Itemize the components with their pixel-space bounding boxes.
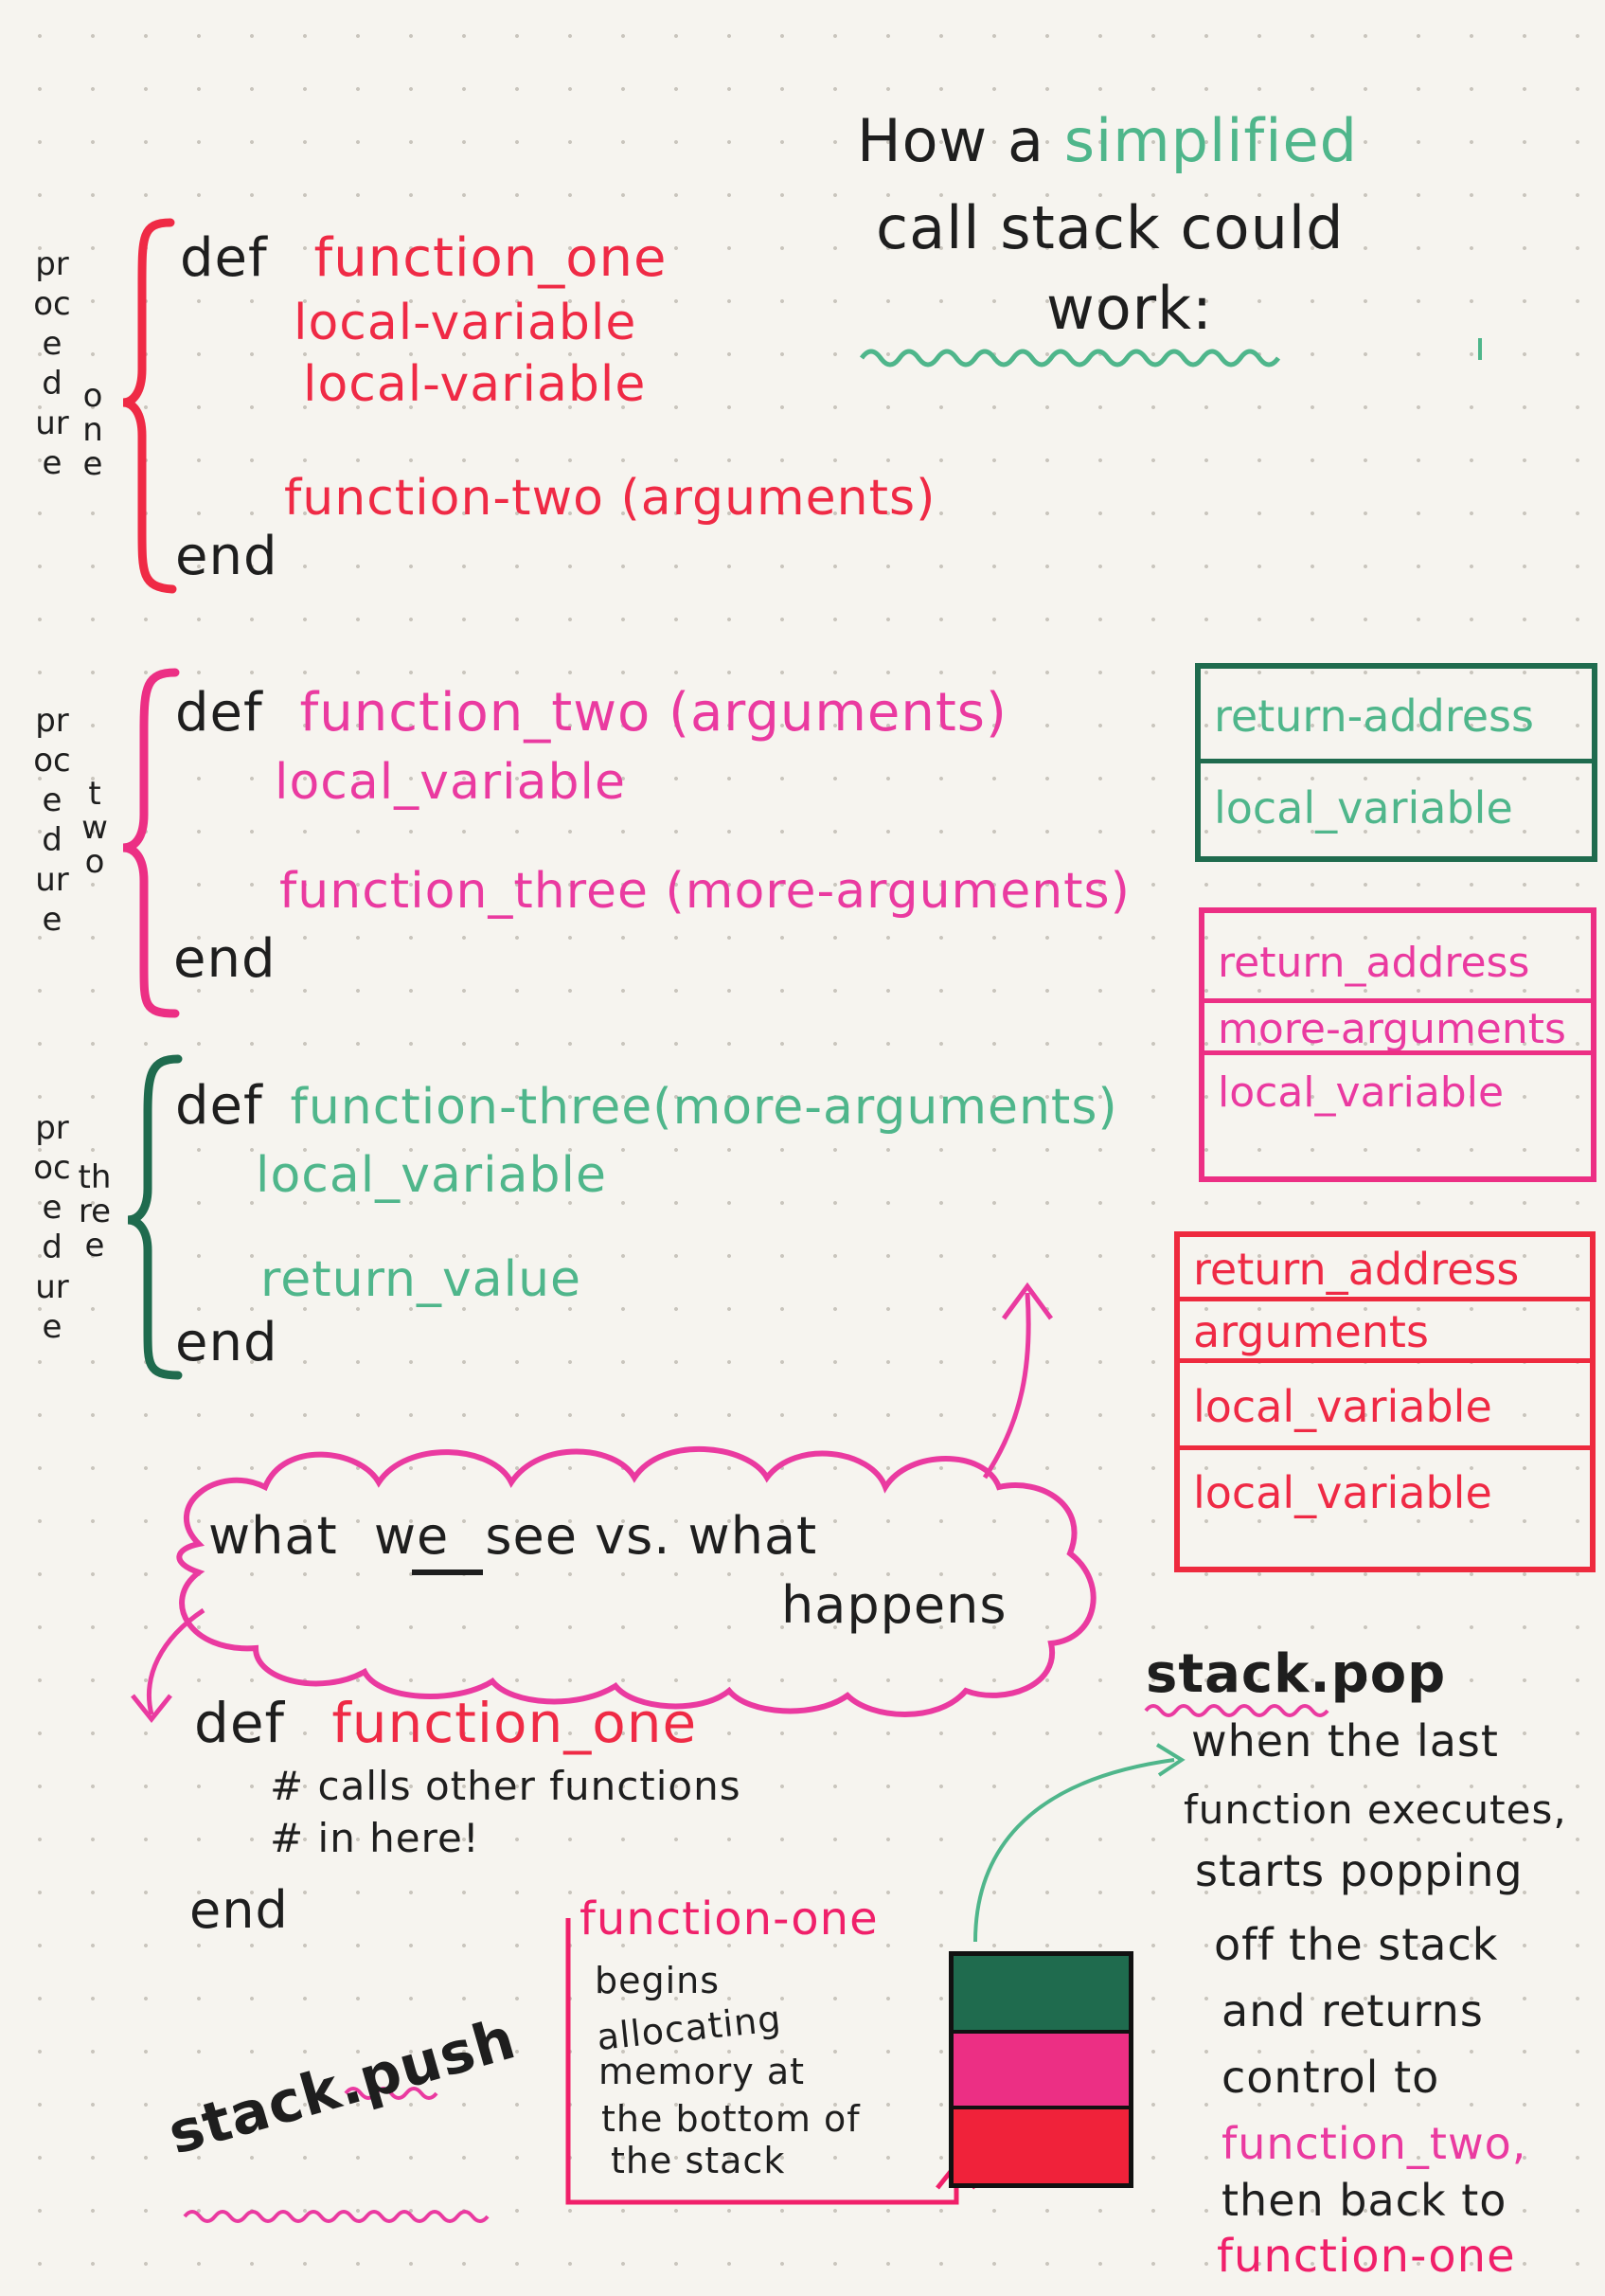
procedure-one-local-var-2: local-variable (303, 356, 647, 413)
title-simplified: simplified (1063, 106, 1358, 175)
procedure-three-end: end (175, 1312, 278, 1373)
cloud-to-stacks-arrow (985, 1293, 1028, 1478)
procedure-two-def-keyword: def (175, 682, 263, 744)
mini-stack-red-layer (954, 2109, 1129, 2183)
stack-frame-one-row-return-address: return_address (1180, 1237, 1590, 1301)
push-wavy-underline (185, 2212, 488, 2221)
pop-note-line-2: function executes, (1184, 1786, 1567, 1833)
mini-stack-pink-layer (954, 2034, 1129, 2109)
procedure-two-end: end (173, 928, 276, 990)
cloud-see-vs-what: see vs. what (485, 1506, 818, 1566)
stack-frame-two-row-return-address: return_address (1204, 913, 1591, 1003)
procedure-three-bracket (128, 1059, 178, 1375)
procedure-two-call: function_three (more-arguments) (279, 863, 1131, 920)
pop-wavy-underline (1146, 1706, 1328, 1715)
procedure-three-vertical-label: procedure (33, 1109, 71, 1346)
stack-frame-one-row-local-variable-2: local_variable (1193, 1467, 1492, 1518)
stack-push-label: stack.push (161, 2005, 524, 2168)
title-wavy-underline (862, 351, 1278, 365)
procedure-one-bracket (123, 223, 172, 589)
code-sample-function-name: function_one (331, 1691, 698, 1755)
procedure-one-local-var-1: local-variable (294, 295, 637, 351)
mini-stack-green-layer (954, 1956, 1129, 2034)
procedure-three-function-name: function-three(more-arguments) (290, 1079, 1118, 1136)
code-sample-end: end (189, 1880, 289, 1940)
cloud-line-2: happens (781, 1575, 1008, 1635)
code-sample-def-keyword: def (194, 1691, 285, 1755)
push-note-line-3: memory at (598, 2051, 806, 2092)
procedure-one-call: function-two (arguments) (284, 470, 936, 527)
code-sample-comment-2: # in here! (270, 1815, 480, 1861)
procedure-two-function-name: function_two (arguments) (299, 682, 1008, 744)
pop-note-line-6: control to (1222, 2052, 1440, 2103)
cloud-we: we (373, 1506, 450, 1566)
pop-note-function-one: function-one (1217, 2230, 1516, 2283)
stack-frame-two (1199, 907, 1596, 1182)
title-line-1 (857, 106, 1358, 175)
procedure-one-vertical-label: procedure (33, 245, 71, 482)
procedure-two-local-var: local_variable (275, 754, 626, 811)
pop-note-then-back-to: then back to (1222, 2175, 1507, 2226)
procedure-two-bracket (123, 673, 175, 1013)
stack-frame-two-row-more-arguments: more-arguments (1204, 1003, 1591, 1055)
procedure-two-def-line (175, 682, 1008, 744)
push-note-line-2: allocating (595, 1997, 784, 2059)
procedure-two-vertical-label: procedure (33, 702, 71, 939)
push-note-line-1: begins (595, 1960, 721, 2001)
procedure-three-vertical-number: three (78, 1158, 112, 1265)
procedure-one-function-name: function_one (313, 227, 668, 289)
mini-stack-to-pop-arrow (975, 1760, 1174, 1942)
stack-frame-three-row-local-variable: local_variable (1214, 782, 1513, 834)
mini-stack (949, 1951, 1133, 2188)
procedure-one-end: end (175, 526, 278, 587)
procedure-two-vertical-number: two (81, 775, 108, 881)
stack-frame-one-row-local-variable-1: local_variable (1180, 1363, 1590, 1450)
procedure-three-return-value: return_value (260, 1251, 582, 1308)
push-note-line-4: the bottom of (601, 2098, 861, 2140)
procedure-one-def-line (180, 227, 668, 289)
procedure-three-def-keyword: def (175, 1075, 263, 1137)
pop-note-line-4: off the stack (1214, 1919, 1499, 1970)
code-sample-comment-1: # calls other functions (270, 1763, 741, 1809)
procedure-three-local-var: local_variable (256, 1147, 607, 1204)
cloud-what: what (208, 1506, 338, 1566)
stack-frame-one-row-arguments: arguments (1180, 1301, 1590, 1363)
stack-frame-two-row-local-variable: local_variable (1218, 1068, 1505, 1117)
cloud-line-1 (208, 1506, 818, 1566)
stack-pop-label: stack.pop (1146, 1643, 1447, 1705)
push-note-line-5: the stack (611, 2140, 786, 2181)
code-sample-def-line (194, 1691, 698, 1755)
title-line-2: call stack could (876, 193, 1345, 262)
pop-note-line-5: and returns (1222, 1985, 1484, 2036)
stack-frame-one (1174, 1231, 1596, 1572)
procedure-three-def-line (175, 1075, 1118, 1137)
procedure-one-def-keyword: def (180, 227, 268, 289)
stack-frame-three-row-return-address: return-address (1201, 669, 1592, 763)
pop-note-function-two: function_two, (1222, 2118, 1527, 2169)
pop-note-line-1: when the last (1191, 1715, 1499, 1767)
stack-frame-three (1195, 663, 1597, 862)
procedure-one-vertical-number: one (82, 377, 103, 483)
title-how-a: How a (857, 106, 1044, 175)
pop-note-line-3: starts popping (1195, 1845, 1524, 1896)
title-line-3: work: (1046, 274, 1213, 343)
push-note-title: function-one (580, 1892, 879, 1946)
